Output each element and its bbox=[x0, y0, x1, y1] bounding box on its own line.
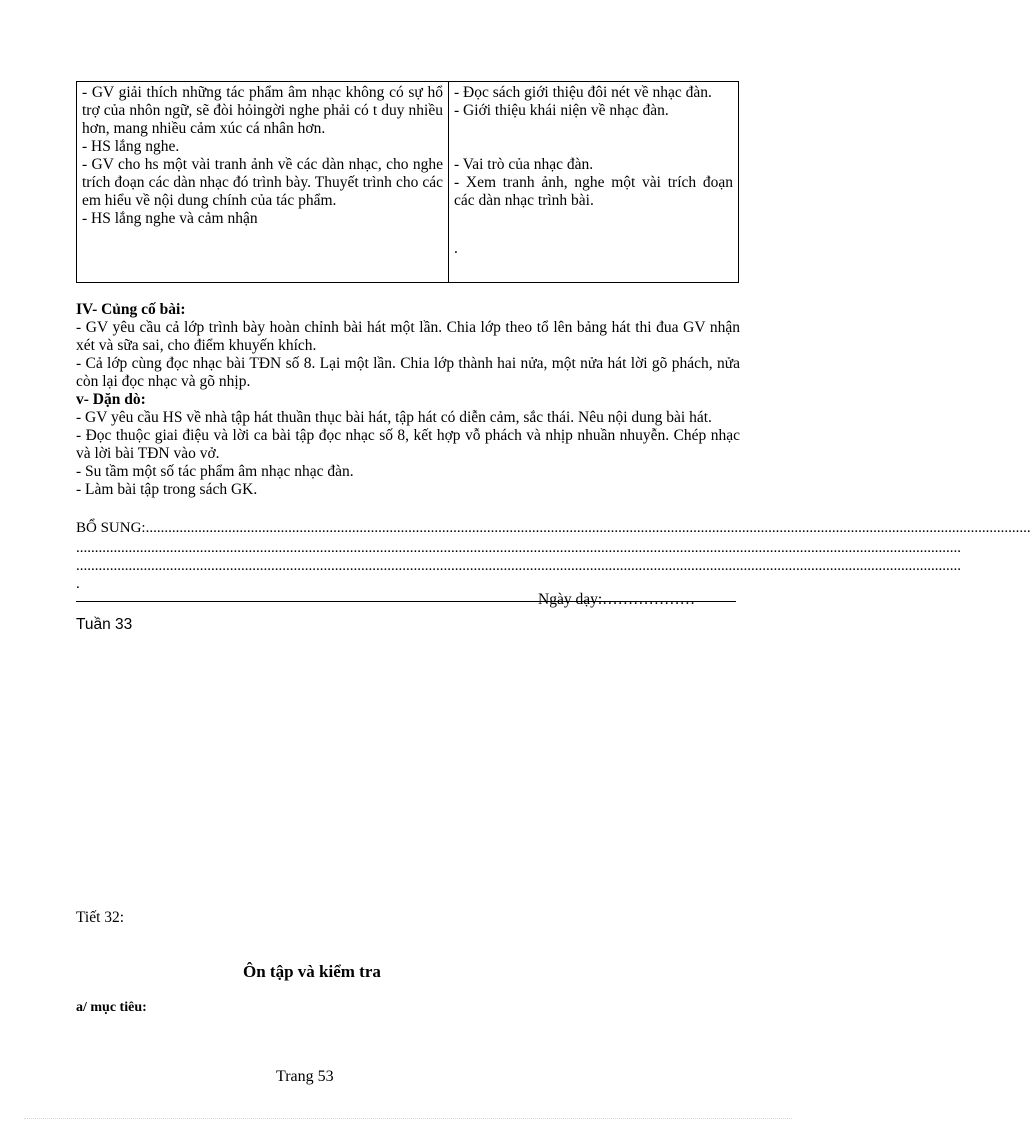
supplement-row bbox=[76, 519, 1031, 537]
content-cell bbox=[449, 82, 739, 283]
content-line: - Đọc sách giới thiệu đôi nét về nhạc đàn. bbox=[454, 84, 712, 101]
homework-item: - GV yêu cầu HS về nhà tập hát thuần thục bài hát, tập hát có diễn cảm, sắc thái. Nêu nội dung bài hát. bbox=[76, 409, 712, 426]
objective-heading: a/ mục tiêu: bbox=[76, 1000, 147, 1015]
week-label: Tuần 33 bbox=[76, 616, 133, 633]
supplement-dots-line: ............................................................................................................................................................................................................................................ bbox=[76, 540, 961, 556]
supplement-end-dot: . bbox=[76, 576, 80, 592]
consolidation-item: - Cả lớp cùng đọc nhạc bài TĐN số 8. Lại một lần. Chia lớp thành hai nửa, một nửa hát lời gõ phách, nửa còn lại đọc nhạc và gõ nhịp. bbox=[76, 355, 740, 390]
homework-item: - Đọc thuộc giai điệu và lời ca bài tập đọc nhạc số 8, kết hợp vỗ phách và nhịp nhuần nhuyễn. Chép nhạc và lời bài TĐN vào vở. bbox=[76, 427, 740, 462]
supplement-dots: ............................................................................................................................................................................................................................................ bbox=[145, 520, 1031, 536]
homework-heading: v- Dặn dò: bbox=[76, 391, 146, 408]
teacher-activity-line: - GV giải thích những tác phẩm âm nhạc không có sự hổ trợ của nhôn ngữ, sẽ đòi hỏingời nghe phải có t duy nhiều hơn, mang nhiều cảm xúc cá nhân hơn. bbox=[82, 84, 443, 137]
page-edge bbox=[24, 1118, 792, 1119]
homework-item: - Làm bài tập trong sách GK. bbox=[76, 481, 258, 498]
content-line: - Xem tranh ảnh, nghe một vài trích đoạn các dàn nhạc trình bài. bbox=[454, 174, 733, 209]
teaching-date: Ngày dạy:……………… bbox=[538, 591, 696, 608]
page-number: Trang 53 bbox=[276, 1068, 334, 1085]
teacher-activity-line: - HS lắng nghe. bbox=[82, 138, 180, 155]
teacher-activity-cell bbox=[77, 82, 449, 283]
consolidation-item: - GV yêu cầu cả lớp trình bày hoàn chỉnh bài hát một lần. Chia lớp theo tổ lên bảng hát thi đua GV nhận xét và sữa sai, cho điểm khuyến khích. bbox=[76, 319, 740, 354]
content-line: . bbox=[454, 240, 458, 257]
content-line: - Giới thiệu khái niện về nhạc đàn. bbox=[454, 102, 669, 119]
consolidation-section bbox=[76, 301, 740, 499]
supplement-dots-line: ............................................................................................................................................................................................................................................ bbox=[76, 558, 961, 574]
consolidation-heading: IV- Củng cố bài: bbox=[76, 301, 186, 318]
activity-table bbox=[76, 81, 739, 283]
content-line: - Vai trò của nhạc đàn. bbox=[454, 156, 594, 173]
teacher-activity-line: - HS lắng nghe và cảm nhận bbox=[82, 210, 258, 227]
teacher-activity-line: - GV cho hs một vài tranh ảnh về các dàn nhạc, cho nghe trích đoạn các dàn nhạc đó trình bày. Thuyết trình cho các em hiểu về nội dung chính của tác phẩm. bbox=[82, 156, 443, 209]
lesson-title: Ôn tập và kiểm tra bbox=[243, 962, 381, 981]
lesson-label: Tiết 32: bbox=[76, 909, 125, 926]
supplement-label: BỔ SUNG: bbox=[76, 520, 146, 536]
homework-item: - Su tầm một số tác phẩm âm nhạc nhạc đàn. bbox=[76, 463, 354, 480]
